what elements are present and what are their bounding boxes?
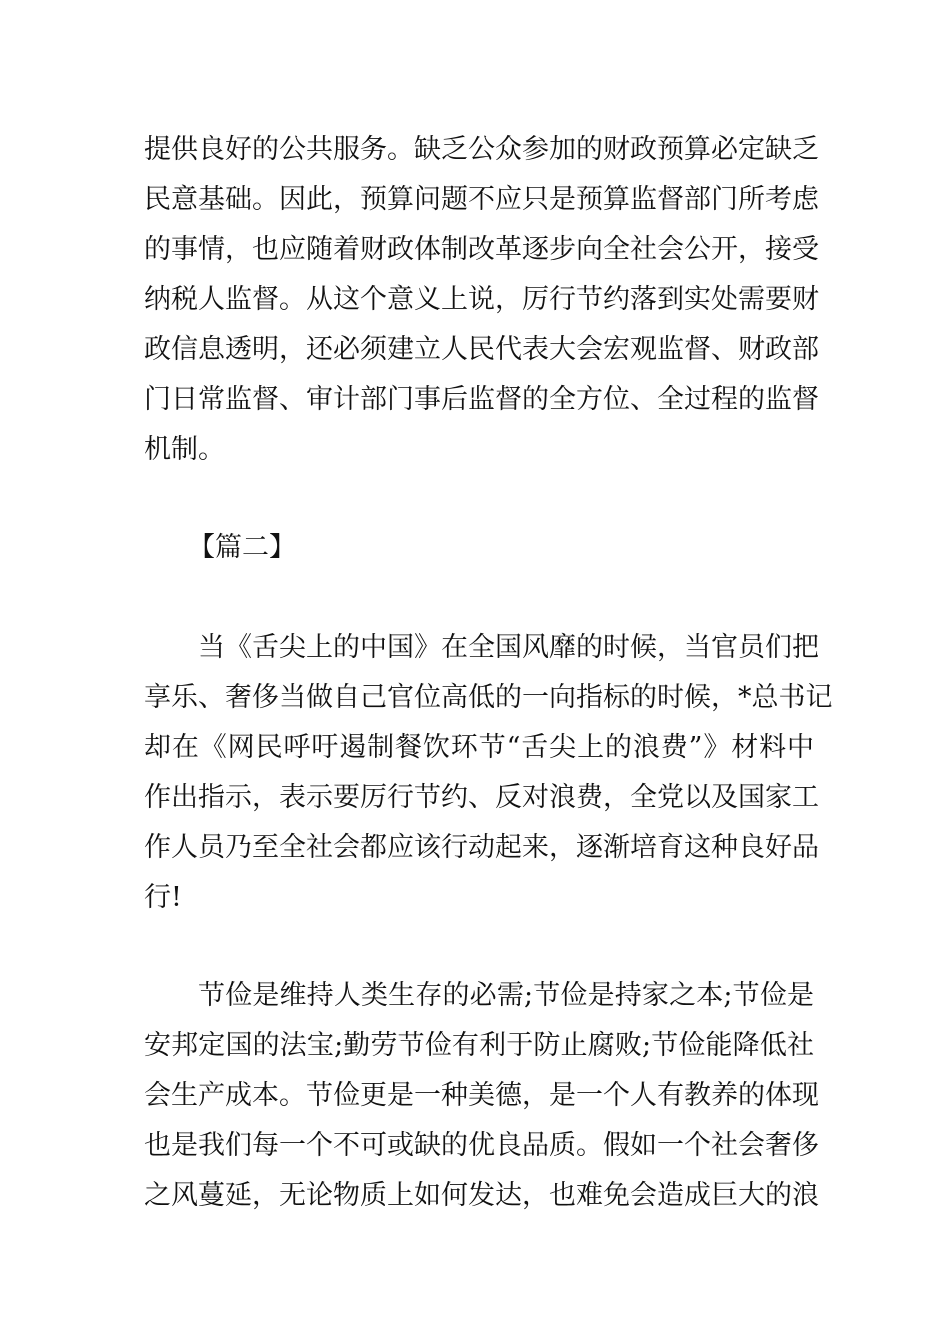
paragraph-line: 作出指示，表示要厉行节约、反对浪费，全党以及国家工 xyxy=(144,782,819,813)
paragraph-line: 政信息透明，还必须建立人民代表大会宏观监督、财政部 xyxy=(144,334,819,365)
paragraph-line: 机制。 xyxy=(144,434,225,465)
paragraph-line: 的事情，也应随着财政体制改革逐步向全社会公开，接受 xyxy=(144,234,819,265)
paragraph-line: 提供良好的公共服务。缺乏公众参加的财政预算必定缺乏 xyxy=(144,134,819,165)
paragraph-line: 节俭是维持人类生存的必需;节俭是持家之本;节俭是 xyxy=(198,980,814,1011)
paragraph-line: 会生产成本。节俭更是一种美德，是一个人有教养的体现 xyxy=(144,1080,819,1111)
paragraph-line: 门日常监督、审计部门事后监督的全方位、全过程的监督 xyxy=(144,384,819,415)
paragraph-line: 民意基础。因此，预算问题不应只是预算监督部门所考虑 xyxy=(144,184,819,215)
paragraph-line: 当《舌尖上的中国》在全国风靡的时候，当官员们把 xyxy=(198,632,819,663)
section-heading: 【篇二】 xyxy=(188,532,296,563)
paragraph-line: 安邦定国的法宝;勤劳节俭有利于防止腐败;节俭能降低社 xyxy=(144,1030,814,1061)
paragraph-line: 享乐、奢侈当做自己官位高低的一向指标的时候，*总书记 xyxy=(144,682,833,713)
paragraph-line: 行! xyxy=(144,882,182,913)
paragraph-line: 也是我们每一个不可或缺的优良品质。假如一个社会奢侈 xyxy=(144,1130,819,1161)
paragraph-line: 纳税人监督。从这个意义上说，厉行节约落到实处需要财 xyxy=(144,284,819,315)
paragraph-line: 之风蔓延，无论物质上如何发达，也难免会造成巨大的浪 xyxy=(144,1180,819,1211)
paragraph-line: 却在《网民呼吁遏制餐饮环节“舌尖上的浪费”》材料中 xyxy=(144,732,814,763)
paragraph-line: 作人员乃至全社会都应该行动起来，逐渐培育这种良好品 xyxy=(144,832,819,863)
